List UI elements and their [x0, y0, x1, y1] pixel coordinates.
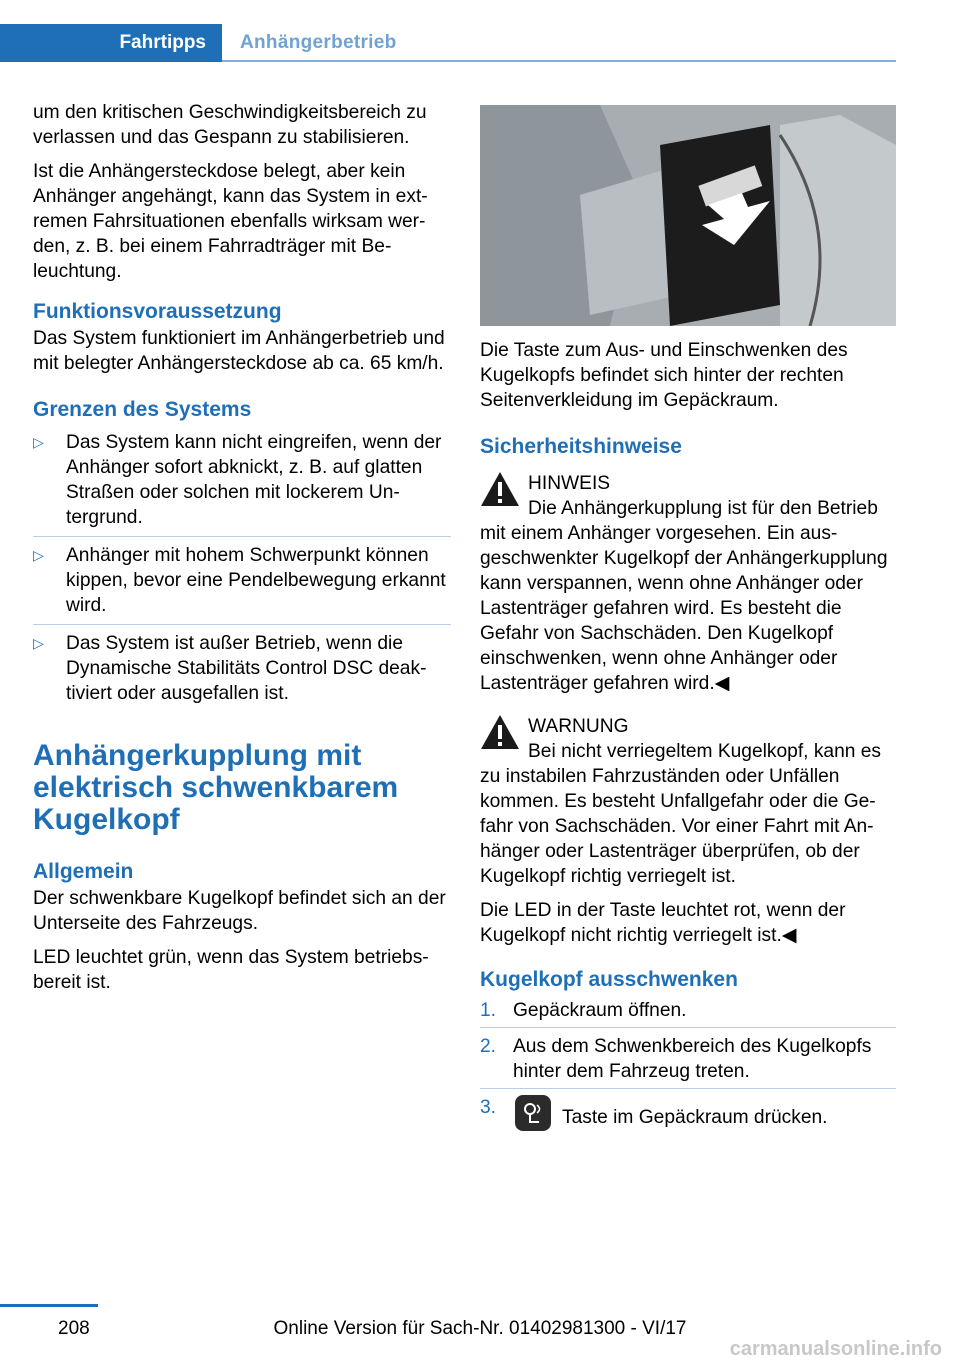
trunk-photo: [480, 105, 896, 326]
list-item: 3. Taste im Gepäckraum drücken.: [480, 1095, 896, 1135]
list-item: ▷ Anhänger mit hohem Schwerpunkt können kippen, bevor eine Pendelbewegung erkannt wird.: [33, 543, 451, 625]
watermark: carmanualsonline.info: [729, 1338, 942, 1360]
paragraph-socket: Ist die Anhängersteckdose belegt, aber kein Anhänger angehängt, kann das System in extremen Fahrsituationen ebenfalls wirksam werden, z. B. bei einem Fahrradträger mit Beleuchtung.: [33, 161, 428, 282]
warning-box: [480, 714, 896, 739]
heading-function-requirement: Funktionsvoraussetzung: [33, 300, 282, 323]
footer-divider: [0, 1304, 98, 1307]
paragraph-general-location: Der schwenkbare Kugelkopf befindet sich an der Unterseite des Fahrzeugs.: [33, 888, 446, 934]
paragraph-function: Das System funktioniert im Anhängerbetrieb und mit belegter Anhängersteckdose ab ca. 65 km/h.: [33, 328, 445, 374]
left-column: [33, 100, 451, 1004]
triangle-bullet-icon: ▷: [33, 635, 44, 651]
list-item: 1. Gepäckraum öffnen.: [480, 998, 896, 1028]
heading-trailer-hitch: Anhängerkupplung mit elektrisch schwenkbarem Kugelkopf: [33, 739, 399, 836]
limits-list: [33, 430, 451, 712]
hitch-button-icon: [515, 1095, 551, 1131]
paragraph-led-red: Die LED in der Taste leuchtet rot, wenn der Kugelkopf nicht richtig verriegelt ist.◀: [480, 900, 846, 946]
tab-anhaengerbetrieb[interactable]: Anhängerbetrieb: [240, 32, 397, 53]
trunk-illustration: [480, 105, 896, 326]
steps-list: [480, 998, 896, 1135]
heading-general: Allgemein: [33, 860, 134, 883]
notice-box: [480, 471, 896, 496]
page-header: [0, 0, 896, 62]
page-number: 208: [58, 1318, 90, 1339]
right-column: [480, 105, 896, 1141]
photo-caption: Die Taste zum Aus- und Einschwenken des Kugelkopfs befindet sich hinter der rechten Seitenverkleidung im Gepäckraum.: [480, 340, 848, 411]
heading-swing-out: Kugelkopf ausschwenken: [480, 968, 738, 991]
warning-triangle-icon: [480, 471, 520, 507]
warning-triangle-icon: [480, 714, 520, 750]
list-item: 2. Aus dem Schwenkbereich des Kugelkopfs hinter dem Fahrzeug treten.: [480, 1034, 896, 1089]
tab-fahrtipps[interactable]: Fahrtipps: [0, 24, 222, 62]
heading-safety: Sicherheitshinweise: [480, 435, 682, 458]
warning-text: Bei nicht verriegeltem Kugelkopf, kann es zu instabilen Fahrzuständen oder Unfällen kommen. Es besteht Unfallgefahr oder die Gefahr von Sachschäden. Vor einer Fahrt mit Anhänger oder Lastenträger überprüfen, ob der Kugelkopf richtig verriegelt ist.: [480, 741, 882, 887]
notice-text: Die Anhängerkupplung ist für den Betrieb mit einem Anhänger vorgesehen. Ein ausgeschwenkter Kugelkopf der Anhängerkupplung kann verspannen, wenn ohne Anhänger oder Lastenträger gefahren wird. Es besteht die Gefahr von Sachschäden. Den Kugelkopf einschwenken, wenn ohne Anhänger oder Lastenträger gefahren wird.◀: [480, 498, 888, 694]
triangle-bullet-icon: ▷: [33, 434, 44, 450]
paragraph-stabilize: um den kritischen Geschwindigkeitsbereich zu verlassen und das Gespann zu stabilisieren.: [33, 102, 427, 148]
paragraph-general-led: LED leuchtet grün, wenn das System betriebsbereit ist.: [33, 947, 429, 993]
list-item: ▷ Das System ist außer Betrieb, wenn die Dynamische Stabilitäts Control DSC deaktiviert oder ausgefallen ist.: [33, 633, 427, 704]
header-divider: [222, 60, 896, 62]
warning-title: WARNUNG: [528, 716, 629, 737]
triangle-bullet-icon: ▷: [33, 547, 44, 563]
online-version-note: Online Version für Sach-Nr. 01402981300 - VI/17: [273, 1318, 687, 1339]
notice-title: HINWEIS: [528, 473, 611, 494]
heading-system-limits: Grenzen des Systems: [33, 398, 252, 421]
list-item: ▷ Das System kann nicht eingreifen, wenn der Anhänger sofort abknickt, z. B. auf glatten Straßen oder solchen mit lockerem Untergrund.: [33, 430, 451, 537]
